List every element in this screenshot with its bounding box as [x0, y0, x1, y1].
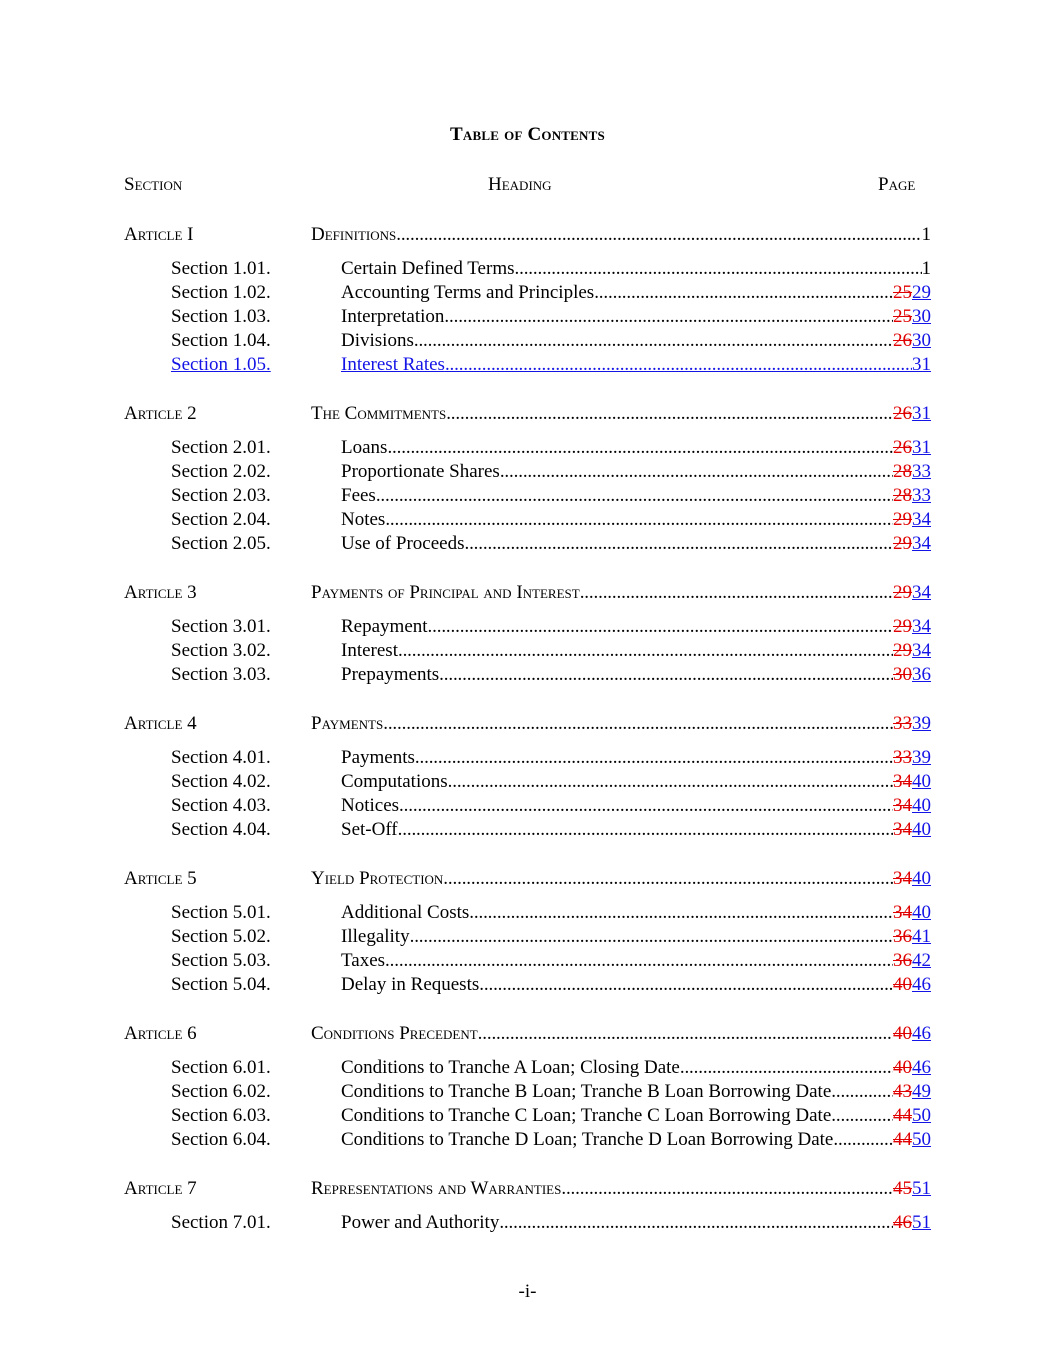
toc-section-row[interactable] — [0, 638, 1055, 664]
toc-section-row[interactable] — [0, 256, 1055, 282]
toc-section-row[interactable] — [0, 1103, 1055, 1129]
toc-section-row[interactable] — [0, 662, 1055, 688]
inserted-page-number: 51 — [912, 1212, 931, 1233]
deleted-page-number: 34 — [893, 819, 912, 840]
column-header-section: Section — [124, 174, 183, 195]
toc-entry-heading: Definitions — [311, 224, 397, 245]
toc-entry-leader — [341, 1055, 931, 1081]
toc-entry-number: Section 3.01. — [171, 616, 271, 637]
toc-section-row[interactable] — [0, 483, 1055, 509]
toc-entry-number: Section 4.04. — [171, 819, 271, 840]
deleted-page-number: 25 — [893, 306, 912, 327]
toc-entry-heading: Interest — [341, 640, 398, 661]
toc-section-row[interactable] — [0, 280, 1055, 306]
toc-entry-leader — [341, 352, 931, 378]
toc-entry-heading: Yield Protection — [311, 868, 444, 889]
toc-entry-page — [893, 483, 931, 509]
deleted-page-number: 26 — [893, 437, 912, 458]
inserted-page-number: 39 — [912, 747, 931, 768]
toc-entry-heading: Payments — [311, 713, 384, 734]
toc-entry-leader — [341, 328, 931, 354]
toc-entry-page — [893, 614, 931, 640]
toc-article-row[interactable] — [0, 711, 1055, 737]
toc-entry-page — [893, 711, 931, 737]
dot-leader — [580, 580, 893, 606]
toc-entry-number: Article 4 — [124, 713, 197, 734]
deleted-page-number: 29 — [893, 640, 912, 661]
toc-section-row[interactable] — [0, 1079, 1055, 1105]
dot-leader — [415, 745, 893, 771]
toc-entry-page — [893, 900, 931, 926]
deleted-page-number: 43 — [893, 1081, 912, 1102]
dot-leader — [385, 948, 893, 974]
toc-entry-number: Section 1.05. — [171, 354, 271, 375]
toc-entry-number: Section 1.01. — [171, 258, 271, 279]
toc-entry-page — [893, 662, 931, 688]
toc-entry-heading: Interest Rates — [341, 354, 445, 375]
dot-leader — [831, 1079, 893, 1105]
toc-entry-leader — [341, 507, 931, 533]
toc-entry-leader — [341, 817, 931, 843]
inserted-page-number: 46 — [912, 974, 931, 995]
dot-leader — [478, 1021, 893, 1047]
toc-section-row[interactable] — [0, 352, 1055, 378]
inserted-page-number: 50 — [912, 1129, 931, 1150]
deleted-page-number: 33 — [893, 747, 912, 768]
toc-entry-number: Section 2.03. — [171, 485, 271, 506]
toc-entry-number: Article I — [124, 224, 194, 245]
dot-leader — [399, 793, 893, 819]
toc-entry-number: Section 1.03. — [171, 306, 271, 327]
dot-leader — [444, 304, 893, 330]
toc-entry-heading: Taxes — [341, 950, 386, 971]
toc-entry-leader — [341, 745, 931, 771]
toc-entry-page — [893, 1079, 931, 1105]
toc-entry-heading: Conditions to Tranche B Loan; Tranche B Loan Borrowing Date — [341, 1081, 832, 1102]
toc-entry-heading: Conditions to Tranche C Loan; Tranche C Loan Borrowing Date — [341, 1105, 832, 1126]
toc-entry-number: Article 5 — [124, 868, 197, 889]
toc-entry-page — [893, 531, 931, 557]
dot-leader — [385, 507, 893, 533]
toc-article-row[interactable] — [0, 580, 1055, 606]
toc-section-row[interactable] — [0, 614, 1055, 640]
toc-entry-leader — [341, 304, 931, 330]
toc-entry-leader — [311, 866, 931, 892]
toc-entry-heading: The Commitments — [311, 403, 447, 424]
toc-entry-page — [893, 745, 931, 771]
toc-section-row[interactable] — [0, 328, 1055, 354]
inserted-page-number: 40 — [912, 795, 931, 816]
toc-entry-leader — [341, 793, 931, 819]
toc-entry-page — [893, 924, 931, 950]
toc-entry-number: Section 1.02. — [171, 282, 271, 303]
toc-entry-leader — [341, 483, 931, 509]
toc-entry-number: Section 2.04. — [171, 509, 271, 530]
toc-entry-number: Section 6.02. — [171, 1081, 271, 1102]
toc-entry-number: Section 5.02. — [171, 926, 271, 947]
toc-entry-number: Section 5.04. — [171, 974, 271, 995]
deleted-page-number: 34 — [893, 795, 912, 816]
toc-entry-number: Section 6.01. — [171, 1057, 271, 1078]
toc-section-row[interactable] — [0, 793, 1055, 819]
toc-entry-heading: Payments of Principal and Interest — [311, 582, 580, 603]
deleted-page-number: 44 — [893, 1105, 912, 1126]
deleted-page-number: 34 — [893, 868, 912, 889]
toc-entry-number: Section 5.03. — [171, 950, 271, 971]
toc-article-row[interactable] — [0, 222, 1055, 248]
toc-entry-number: Section 2.05. — [171, 533, 271, 554]
deleted-page-number: 40 — [893, 1057, 912, 1078]
dot-leader — [443, 866, 893, 892]
dot-leader — [383, 711, 893, 737]
toc-entry-leader — [311, 401, 931, 427]
toc-entry-page — [893, 817, 931, 843]
toc-entry-leader — [341, 435, 931, 461]
toc-entry-number: Section 4.01. — [171, 747, 271, 768]
toc-entry-leader — [341, 614, 931, 640]
inserted-page-number: 49 — [912, 1081, 931, 1102]
toc-section-row[interactable] — [0, 459, 1055, 485]
toc-section-row[interactable] — [0, 1127, 1055, 1153]
toc-section-row[interactable] — [0, 531, 1055, 557]
toc-entry-number: Section 3.03. — [171, 664, 271, 685]
inserted-page-number: 31 — [912, 437, 931, 458]
toc-entry-heading: Conditions to Tranche A Loan; Closing Date — [341, 1057, 680, 1078]
toc-entry-number: Article 6 — [124, 1023, 197, 1044]
toc-entry-number: Section 4.03. — [171, 795, 271, 816]
toc-entry-heading: Set-Off — [341, 819, 398, 840]
toc-entry-heading: Additional Costs — [341, 902, 470, 923]
column-header-heading: Heading — [488, 174, 552, 195]
dot-leader — [464, 531, 893, 557]
dot-leader — [448, 769, 893, 795]
dot-leader — [445, 352, 912, 378]
toc-section-row[interactable] — [0, 304, 1055, 330]
toc-entry-number: Section 5.01. — [171, 902, 271, 923]
toc-entry-heading: Certain Defined Terms — [341, 258, 515, 279]
toc-entry-number: Article 3 — [124, 582, 197, 603]
deleted-page-number: 29 — [893, 509, 912, 530]
toc-entry-page — [893, 638, 931, 664]
toc-entry-heading: Interpretation — [341, 306, 445, 327]
toc-entry-leader — [311, 222, 931, 248]
dot-leader — [561, 1176, 893, 1202]
inserted-page-number: 33 — [912, 485, 931, 506]
deleted-page-number: 26 — [893, 403, 912, 424]
deleted-page-number: 30 — [893, 664, 912, 685]
deleted-page-number: 45 — [893, 1178, 912, 1199]
toc-entry-page — [893, 1210, 931, 1236]
toc-entry-leader — [311, 711, 931, 737]
toc-entry-page — [893, 972, 931, 998]
page-number: 1 — [921, 258, 931, 279]
dot-leader — [469, 900, 893, 926]
deleted-page-number: 34 — [893, 771, 912, 792]
dot-leader — [594, 280, 893, 306]
toc-entry-heading: Accounting Terms and Principles — [341, 282, 595, 303]
toc-entry-leader — [341, 280, 931, 306]
toc-section-row[interactable] — [0, 507, 1055, 533]
deleted-page-number: 46 — [893, 1212, 912, 1233]
deleted-page-number: 33 — [893, 713, 912, 734]
inserted-page-number: 34 — [912, 582, 931, 603]
dot-leader — [410, 924, 893, 950]
toc-entry-page — [912, 352, 931, 378]
inserted-page-number: 51 — [912, 1178, 931, 1199]
toc-entry-heading: Conditions Precedent — [311, 1023, 478, 1044]
dot-leader — [439, 662, 893, 688]
toc-entry-leader — [341, 1103, 931, 1129]
inserted-page-number: 46 — [912, 1057, 931, 1078]
inserted-page-number: 41 — [912, 926, 931, 947]
dot-leader — [500, 459, 893, 485]
deleted-page-number: 28 — [893, 485, 912, 506]
deleted-page-number: 29 — [893, 533, 912, 554]
toc-article-row[interactable] — [0, 1021, 1055, 1047]
inserted-page-number: 30 — [912, 330, 931, 351]
toc-entry-page — [893, 280, 931, 306]
toc-entry-heading: Prepayments — [341, 664, 440, 685]
toc-entry-page — [893, 459, 931, 485]
dot-leader — [387, 435, 893, 461]
toc-entry-leader — [341, 459, 931, 485]
toc-article-row[interactable] — [0, 1176, 1055, 1202]
toc-entry-leader — [341, 924, 931, 950]
deleted-page-number: 36 — [893, 950, 912, 971]
toc-entry-heading: Power and Authority — [341, 1212, 500, 1233]
toc-section-row[interactable] — [0, 948, 1055, 974]
toc-entry-heading: Computations — [341, 771, 448, 792]
toc-entry-heading: Use of Proceeds — [341, 533, 465, 554]
inserted-page-number: 34 — [912, 640, 931, 661]
page-number: 1 — [921, 224, 931, 245]
toc-entry-number: Article 2 — [124, 403, 197, 424]
toc-section-row[interactable] — [0, 900, 1055, 926]
toc-article-row[interactable] — [0, 401, 1055, 427]
toc-entry-leader — [341, 662, 931, 688]
toc-section-row[interactable] — [0, 745, 1055, 771]
inserted-page-number: 34 — [912, 616, 931, 637]
toc-entry-heading: Notes — [341, 509, 386, 530]
deleted-page-number: 26 — [893, 330, 912, 351]
toc-entry-number: Section 1.04. — [171, 330, 271, 351]
dot-leader — [831, 1103, 893, 1129]
dot-leader — [446, 401, 893, 427]
toc-entry-heading: Divisions — [341, 330, 414, 351]
toc-entry-leader — [341, 531, 931, 557]
inserted-page-number: 34 — [912, 509, 931, 530]
inserted-page-number: 40 — [912, 819, 931, 840]
toc-entry-number: Section 6.03. — [171, 1105, 271, 1126]
toc-section-row[interactable] — [0, 435, 1055, 461]
toc-entry-page — [893, 507, 931, 533]
toc-section-row[interactable] — [0, 1055, 1055, 1081]
toc-entry-leader — [341, 900, 931, 926]
toc-entry-leader — [341, 769, 931, 795]
inserted-page-number: 33 — [912, 461, 931, 482]
inserted-page-number: 50 — [912, 1105, 931, 1126]
toc-entry-page — [893, 401, 931, 427]
deleted-page-number: 29 — [893, 582, 912, 603]
dot-leader — [515, 256, 922, 282]
toc-entry-page — [922, 222, 932, 248]
deleted-page-number: 25 — [893, 282, 912, 303]
inserted-page-number: 34 — [912, 533, 931, 554]
dot-leader — [398, 638, 893, 664]
inserted-page-number: 30 — [912, 306, 931, 327]
column-header-page: Page — [878, 174, 916, 195]
toc-entry-leader — [311, 580, 931, 606]
toc-entry-page — [893, 793, 931, 819]
toc-entry-leader — [341, 948, 931, 974]
toc-entry-page — [893, 1176, 931, 1202]
toc-article-row[interactable] — [0, 866, 1055, 892]
deleted-page-number: 36 — [893, 926, 912, 947]
toc-entry-leader — [311, 1176, 931, 1202]
page-number: 31 — [912, 354, 931, 375]
toc-entry-heading: Fees — [341, 485, 376, 506]
toc-entry-page — [922, 256, 932, 282]
toc-entry-page — [893, 1127, 931, 1153]
dot-leader — [396, 222, 921, 248]
inserted-page-number: 36 — [912, 664, 931, 685]
inserted-page-number: 42 — [912, 950, 931, 971]
dot-leader — [428, 614, 893, 640]
toc-entry-heading: Repayment — [341, 616, 428, 637]
toc-entry-leader — [311, 1021, 931, 1047]
dot-leader — [499, 1210, 893, 1236]
toc-entry-leader — [341, 1127, 931, 1153]
toc-entry-page — [893, 328, 931, 354]
inserted-page-number: 40 — [912, 868, 931, 889]
toc-entry-heading: Notices — [341, 795, 400, 816]
toc-entry-heading: Payments — [341, 747, 415, 768]
dot-leader — [680, 1055, 893, 1081]
toc-entry-heading: Loans — [341, 437, 388, 458]
toc-entry-page — [893, 866, 931, 892]
toc-section-row[interactable] — [0, 972, 1055, 998]
dot-leader — [414, 328, 893, 354]
dot-leader — [479, 972, 893, 998]
toc-entry-number: Section 3.02. — [171, 640, 271, 661]
inserted-page-number: 46 — [912, 1023, 931, 1044]
toc-entry-heading: Delay in Requests — [341, 974, 480, 995]
toc-entry-page — [893, 948, 931, 974]
toc-entry-page — [893, 304, 931, 330]
toc-entry-page — [893, 769, 931, 795]
toc-entry-page — [893, 1055, 931, 1081]
toc-entry-leader — [341, 1079, 931, 1105]
toc-entry-heading: Conditions to Tranche D Loan; Tranche D Loan Borrowing Date — [341, 1129, 834, 1150]
page-title: Table of Contents — [450, 124, 605, 145]
toc-entry-page — [893, 435, 931, 461]
toc-entry-number: Section 4.02. — [171, 771, 271, 792]
inserted-page-number: 40 — [912, 902, 931, 923]
deleted-page-number: 28 — [893, 461, 912, 482]
toc-entry-heading: Representations and Warranties — [311, 1178, 562, 1199]
toc-section-row[interactable] — [0, 1210, 1055, 1236]
toc-entry-leader — [341, 638, 931, 664]
toc-entry-number: Section 6.04. — [171, 1129, 271, 1150]
deleted-page-number: 44 — [893, 1129, 912, 1150]
toc-section-row[interactable] — [0, 817, 1055, 843]
toc-entry-heading: Illegality — [341, 926, 410, 947]
toc-entry-page — [893, 1021, 931, 1047]
dot-leader — [376, 483, 893, 509]
deleted-page-number: 40 — [893, 1023, 912, 1044]
toc-section-row[interactable] — [0, 769, 1055, 795]
page-number-footer: -i- — [518, 1281, 537, 1302]
toc-section-row[interactable] — [0, 924, 1055, 950]
dot-leader — [833, 1127, 893, 1153]
deleted-page-number: 29 — [893, 616, 912, 637]
toc-entry-number: Section 7.01. — [171, 1212, 271, 1233]
toc-entry-number: Section 2.01. — [171, 437, 271, 458]
deleted-page-number: 40 — [893, 974, 912, 995]
inserted-page-number: 40 — [912, 771, 931, 792]
toc-entry-leader — [341, 972, 931, 998]
inserted-page-number: 31 — [912, 403, 931, 424]
toc-entry-leader — [341, 256, 931, 282]
toc-entry-heading: Proportionate Shares — [341, 461, 500, 482]
deleted-page-number: 34 — [893, 902, 912, 923]
inserted-page-number: 39 — [912, 713, 931, 734]
toc-entry-page — [893, 1103, 931, 1129]
toc-entry-page — [893, 580, 931, 606]
inserted-page-number: 29 — [912, 282, 931, 303]
toc-entry-number: Section 2.02. — [171, 461, 271, 482]
dot-leader — [398, 817, 893, 843]
toc-entry-leader — [341, 1210, 931, 1236]
toc-entry-number: Article 7 — [124, 1178, 197, 1199]
